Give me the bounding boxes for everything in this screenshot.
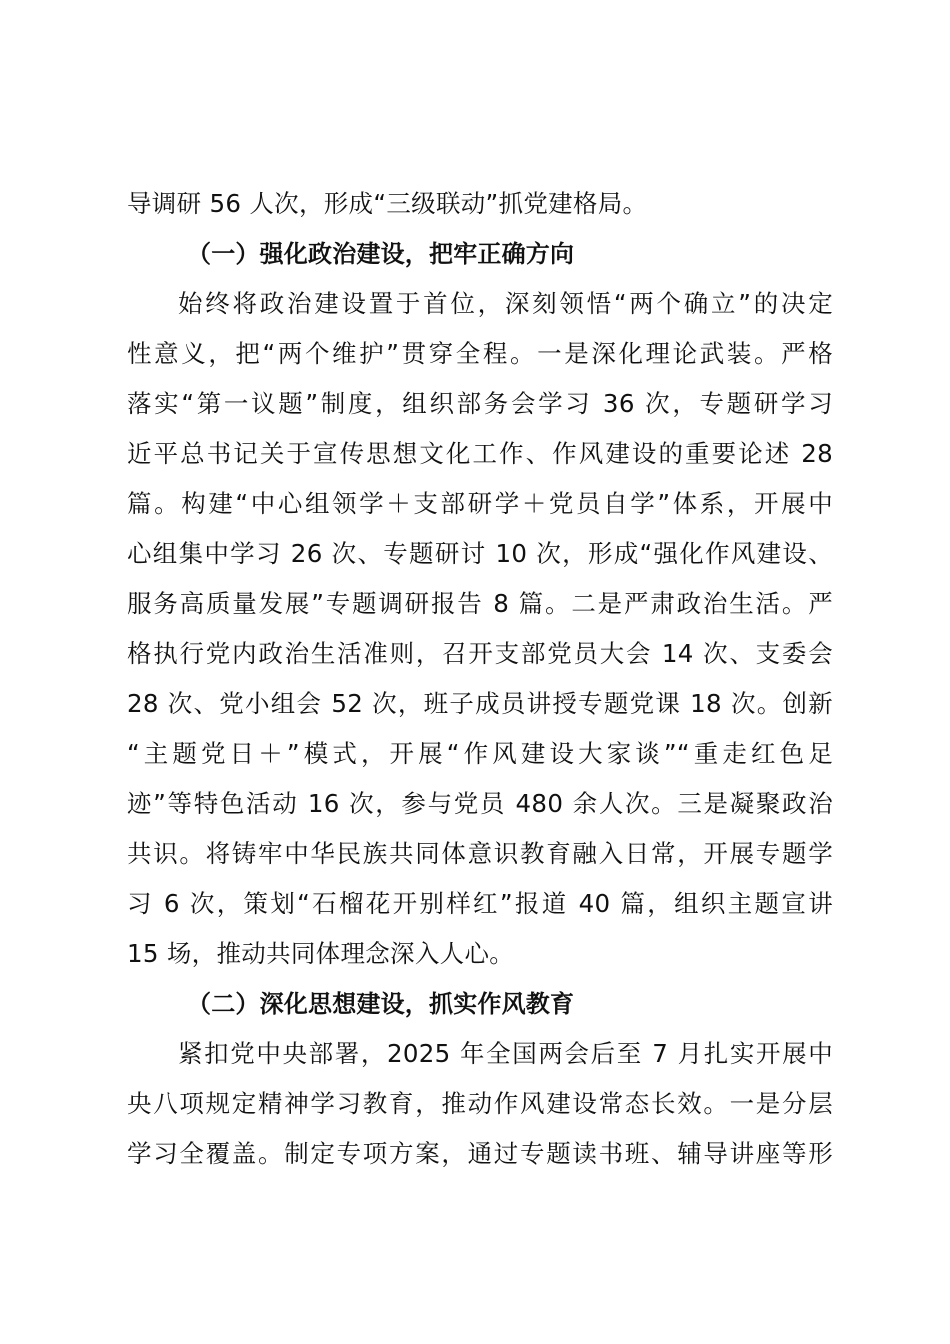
section-heading-1: （一）强化政治建设，把牢正确方向 [187,240,575,268]
paragraph-line: 迹”等特色活动 16 次，参与党员 480 余人次。三是凝聚政治 [127,789,833,818]
paragraph-line: 篇。构建“中心组领学＋支部研学＋党员自学”体系，开展中 [127,489,833,518]
paragraph-line: “主题党日＋”模式，开展“作风建设大家谈”“重走红色足 [127,739,833,768]
paragraph-line: 学习全覆盖。制定专项方案，通过专题读书班、辅导讲座等形 [127,1139,833,1168]
paragraph-line: 习 6 次，策划“石榴花开别样红”报道 40 篇，组织主题宣讲 [127,889,833,918]
paragraph-line: 性意义，把“两个维护”贯穿全程。一是深化理论武装。严格 [127,339,833,368]
paragraph-line: 近平总书记关于宣传思想文化工作、作风建设的重要论述 28 [127,439,833,468]
paragraph-line: 导调研 56 人次，形成“三级联动”抓党建格局。 [127,189,648,218]
paragraph-line: 28 次、党小组会 52 次，班子成员讲授专题党课 18 次。创新 [127,689,833,718]
section-heading-2: （二）深化思想建设，抓实作风教育 [187,990,575,1018]
paragraph-line: 心组集中学习 26 次、专题研讨 10 次，形成“强化作风建设、 [127,539,833,568]
paragraph-line: 紧扣党中央部署，2025 年全国两会后至 7 月扎实开展中 [178,1039,833,1068]
paragraph-line: 15 场，推动共同体理念深入人心。 [127,939,515,968]
paragraph-line: 服务高质量发展”专题调研报告 8 篇。二是严肃政治生活。严 [127,589,833,618]
paragraph-line: 格执行党内政治生活准则，召开支部党员大会 14 次、支委会 [127,639,833,668]
paragraph-line: 央八项规定精神学习教育，推动作风建设常态长效。一是分层 [127,1089,833,1118]
document-page [127,184,833,1184]
paragraph-line: 始终将政治建设置于首位，深刻领悟“两个确立”的决定 [178,289,833,318]
paragraph-line: 共识。将铸牢中华民族共同体意识教育融入日常，开展专题学 [127,839,833,868]
paragraph-line: 落实“第一议题”制度，组织部务会学习 36 次，专题研学习 [127,389,833,418]
